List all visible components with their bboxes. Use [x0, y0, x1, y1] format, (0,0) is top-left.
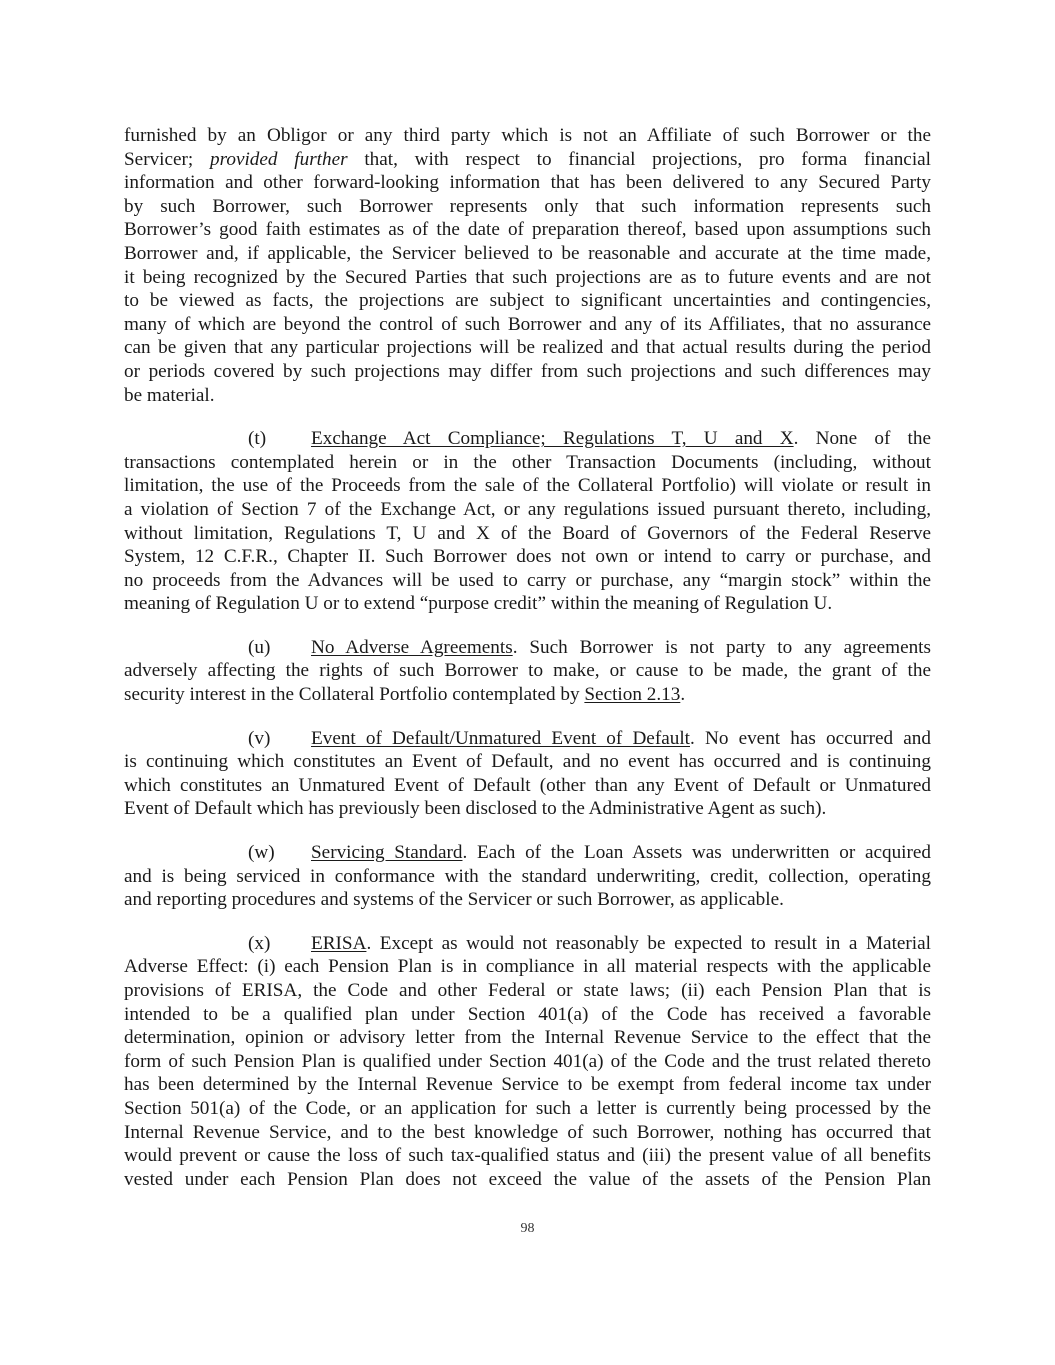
- text-line: is continuing which constitutes an Event of Default, and no event has occurred and is continuing: [124, 751, 931, 773]
- section-first-line: [124, 841, 931, 865]
- text-line: form of such Pension Plan is qualified under Section 401(a) of the Code and the trust related thereto: [124, 1050, 931, 1072]
- section-t: [124, 427, 931, 616]
- document-page: [124, 124, 931, 1191]
- continuation-paragraph: [124, 124, 931, 407]
- text-fragment: . No event has occurred and: [690, 727, 931, 749]
- text-line: can be given that any particular projections will be realized and that actual results during the period: [124, 337, 931, 359]
- section-number: (w): [248, 842, 275, 864]
- text-line: information and other forward-looking information that has been delivered to any Secured Party: [124, 172, 931, 194]
- text-fragment: .: [680, 684, 686, 706]
- section-first-line: [124, 427, 931, 451]
- section-v: [124, 727, 931, 821]
- text-fragment: . Except as would not reasonably be expected to result in a Material: [366, 932, 931, 954]
- text-line: without limitation, Regulations T, U and X of the Board of Governors of the Federal Reserve: [124, 522, 931, 544]
- text-line: Borrower and, if applicable, the Servicer believed to be reasonable and accurate at the time made,: [124, 242, 931, 264]
- text-fragment: that, with respect to financial projections, pro forma financial: [347, 148, 931, 170]
- section-first-line: [124, 636, 931, 660]
- text-line: intended to be a qualified plan under Section 401(a) of the Code has received a favorable: [124, 1003, 931, 1025]
- section-number: (t): [248, 428, 267, 450]
- section-heading: No Adverse Agreements: [311, 636, 513, 658]
- text-fragment: . Each of the Loan Assets was underwritten or acquired: [462, 842, 931, 864]
- text-line: Adverse Effect: (i) each Pension Plan is in compliance in all material respects with the applicable: [124, 956, 931, 978]
- section-heading: ERISA: [311, 932, 367, 954]
- text-line: by such Borrower, such Borrower represents only that such information represents such: [124, 195, 931, 217]
- section-number: (x): [248, 932, 271, 954]
- text-line: to be viewed as facts, the projections are subject to significant uncertainties and contingencies,: [124, 290, 931, 312]
- text-fragment: security interest in the Collateral Portfolio contemplated by: [124, 684, 585, 706]
- text-line: and reporting procedures and systems of the Servicer or such Borrower, as applicable.: [124, 889, 784, 911]
- text-line: Section 501(a) of the Code, or an application for such a letter is currently being processed by the: [124, 1097, 931, 1119]
- text-line: [124, 683, 931, 707]
- section-number: (v): [248, 727, 271, 749]
- text-line: which constitutes an Unmatured Event of Default (other than any Event of Default or Unmatured: [124, 774, 931, 796]
- text-line: many of which are beyond the control of such Borrower and any of its Affiliates, that no assurance: [124, 313, 931, 335]
- text-line: System, 12 C.F.R., Chapter II. Such Borrower does not own or intend to carry or purchase, and: [124, 546, 931, 568]
- text-line: adversely affecting the rights of such Borrower to make, or cause to be made, the grant of the: [124, 660, 931, 682]
- text-line: vested under each Pension Plan does not exceed the value of the assets of the Pension Plan: [124, 1168, 931, 1190]
- text-line: transactions contemplated herein or in the other Transaction Documents (including, without: [124, 451, 931, 473]
- text-line: and is being serviced in conformance with the standard underwriting, credit, collection, operating: [124, 865, 931, 887]
- section-w: [124, 841, 931, 912]
- text-fragment: . None of the: [793, 428, 931, 450]
- section-heading: Event of Default/Unmatured Event of Default: [311, 727, 690, 749]
- section-reference-link[interactable]: Section 2.13: [584, 684, 681, 706]
- text-fragment: . Such Borrower is not party to any agreements: [512, 636, 931, 658]
- text-line: provisions of ERISA, the Code and other Federal or state laws; (ii) each Pension Plan that is: [124, 980, 931, 1001]
- text-line: has been determined by the Internal Revenue Service to be exempt from federal income tax under: [124, 1074, 931, 1096]
- text-line: [124, 148, 931, 172]
- section-heading: Exchange Act Compliance; Regulations T, U and X: [311, 428, 794, 450]
- section-u: [124, 636, 931, 707]
- text-line: be material.: [124, 384, 215, 406]
- section-x: [124, 932, 931, 1192]
- section-first-line: [124, 727, 931, 751]
- section-first-line: [124, 932, 931, 956]
- section-heading: Servicing Standard: [311, 842, 463, 864]
- text-line: Internal Revenue Service, and to the best knowledge of such Borrower, nothing has occurred that: [124, 1121, 931, 1143]
- text-line: Borrower’s good faith estimates as of the date of preparation thereof, based upon assumptions such: [124, 219, 931, 241]
- text-line: it being recognized by the Secured Parties that such projections are as to future events and are not: [124, 266, 931, 288]
- text-line: determination, opinion or advisory letter from the Internal Revenue Service to the effect that the: [124, 1027, 931, 1049]
- text-fragment: Servicer;: [124, 148, 211, 170]
- text-line: Event of Default which has previously been disclosed to the Administrative Agent as such).: [124, 798, 827, 820]
- italic-term: provided further: [210, 148, 348, 170]
- text-line: no proceeds from the Advances will be used to carry or purchase, any “margin stock” within the: [124, 569, 931, 591]
- text-line: furnished by an Obligor or any third party which is not an Affiliate of such Borrower or the: [124, 125, 931, 146]
- text-line: would prevent or cause the loss of such tax-qualified status and (iii) the present value of all benefits: [124, 1145, 931, 1167]
- section-number: (u): [248, 636, 271, 658]
- text-line: or periods covered by such projections may differ from such projections and such differences may: [124, 360, 931, 382]
- text-line: limitation, the use of the Proceeds from the sale of the Collateral Portfolio) will violate or result in: [124, 475, 931, 497]
- page-number: 98: [520, 1221, 535, 1236]
- text-line: meaning of Regulation U or to extend “purpose credit” within the meaning of Regulation U.: [124, 593, 833, 615]
- text-line: a violation of Section 7 of the Exchange Act, or any regulations issued pursuant thereto, including,: [124, 498, 931, 520]
